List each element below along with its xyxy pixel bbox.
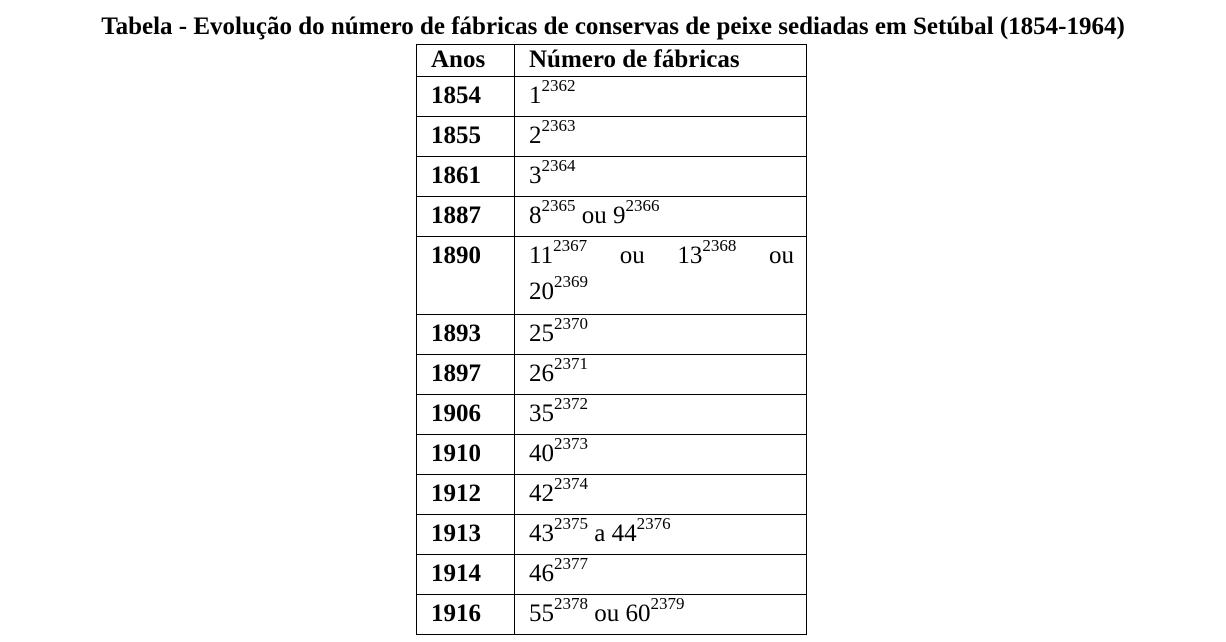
footnote-ref: 2366: [625, 196, 660, 215]
connector-or: ou: [619, 242, 645, 269]
footnote-ref: 2364: [541, 156, 576, 175]
connector-or: ou: [769, 242, 794, 269]
factory-count-cell: [515, 315, 807, 355]
footnote-ref: 2376: [636, 514, 671, 533]
factory-count-cell: [515, 435, 807, 475]
table-row: [417, 197, 807, 237]
table-row: [417, 77, 807, 117]
year-cell: 1861: [417, 157, 515, 197]
count-value: 46: [529, 560, 554, 587]
footnote-ref: 2362: [541, 76, 576, 95]
count-value: 43: [529, 520, 554, 547]
count-value: 1: [529, 82, 542, 109]
footnote-ref: 2378: [554, 594, 588, 613]
connector-or: ou: [594, 600, 620, 627]
year-cell: 1890: [417, 237, 515, 315]
year-cell: 1906: [417, 395, 515, 435]
year-cell: 1913: [417, 515, 515, 555]
year-cell: 1897: [417, 355, 515, 395]
connector-or: ou: [581, 202, 607, 229]
year-cell: 1855: [417, 117, 515, 157]
header-years: Anos: [417, 45, 515, 77]
footnote-ref: 2368: [702, 236, 737, 255]
count-value: 44: [611, 520, 637, 547]
table-row: [417, 395, 807, 435]
factory-count-cell: [515, 475, 807, 515]
factory-count-cell: [515, 555, 807, 595]
factory-count-cell: [515, 117, 807, 157]
count-value: 3: [529, 162, 542, 189]
footnote-ref: 2379: [650, 594, 685, 613]
table-row: [417, 595, 807, 635]
footnote-ref: 2370: [554, 314, 588, 333]
count-value: 11: [529, 242, 554, 269]
count-value: 42: [529, 480, 554, 507]
count-value: 2: [529, 122, 542, 149]
factory-count-cell: [515, 515, 807, 555]
footnote-ref: 2363: [541, 116, 576, 135]
factory-count-cell: [515, 77, 807, 117]
footnote-ref: 2365: [541, 196, 576, 215]
table-row: [417, 515, 807, 555]
table-row: [417, 435, 807, 475]
factory-count-cell: [515, 595, 807, 635]
count-value: 26: [529, 360, 554, 387]
count-line: [529, 274, 794, 310]
footnote-ref: 2377: [554, 554, 588, 573]
footnote-ref: 2374: [554, 474, 588, 493]
year-cell: 1854: [417, 77, 515, 117]
count-value: 20: [529, 278, 554, 305]
footnote-ref: 2367: [553, 236, 588, 255]
year-cell: 1887: [417, 197, 515, 237]
factory-count-cell: [515, 157, 807, 197]
count-value: 55: [529, 600, 554, 627]
factory-count-cell: [515, 395, 807, 435]
footnote-ref: 2371: [554, 354, 588, 373]
count-value: 40: [529, 440, 554, 467]
factory-count-cell: [515, 197, 807, 237]
table-header-row: [417, 45, 807, 77]
count-item: [677, 238, 736, 274]
footnote-ref: 2372: [554, 394, 588, 413]
table-row: [417, 555, 807, 595]
year-cell: 1916: [417, 595, 515, 635]
count-value: 60: [625, 600, 651, 627]
footnote-ref: 2375: [554, 514, 588, 533]
table-row: [417, 117, 807, 157]
count-value: 9: [613, 202, 626, 229]
count-item: [529, 238, 587, 274]
year-cell: 1914: [417, 555, 515, 595]
footnote-ref: 2369: [554, 272, 588, 291]
table-row: [417, 355, 807, 395]
year-cell: 1893: [417, 315, 515, 355]
count-value: 25: [529, 320, 554, 347]
count-value: 13: [677, 242, 703, 269]
table-title: Tabela - Evolução do número de fábricas de conservas de peixe sediadas em Setúbal (1854-1964): [101, 13, 1125, 40]
connector-to: a: [594, 520, 606, 547]
table-row: [417, 237, 807, 315]
table-row: [417, 475, 807, 515]
factories-table: [416, 44, 807, 635]
factory-count-cell: [515, 237, 807, 315]
footnote-ref: 2373: [554, 434, 588, 453]
count-line: [529, 238, 794, 274]
count-value: 35: [529, 400, 554, 427]
factory-count-cell: [515, 355, 807, 395]
header-factory-count: Número de fábricas: [515, 45, 807, 77]
count-value: 8: [529, 202, 542, 229]
table-row: [417, 315, 807, 355]
year-cell: 1910: [417, 435, 515, 475]
year-cell: 1912: [417, 475, 515, 515]
table-row: [417, 157, 807, 197]
